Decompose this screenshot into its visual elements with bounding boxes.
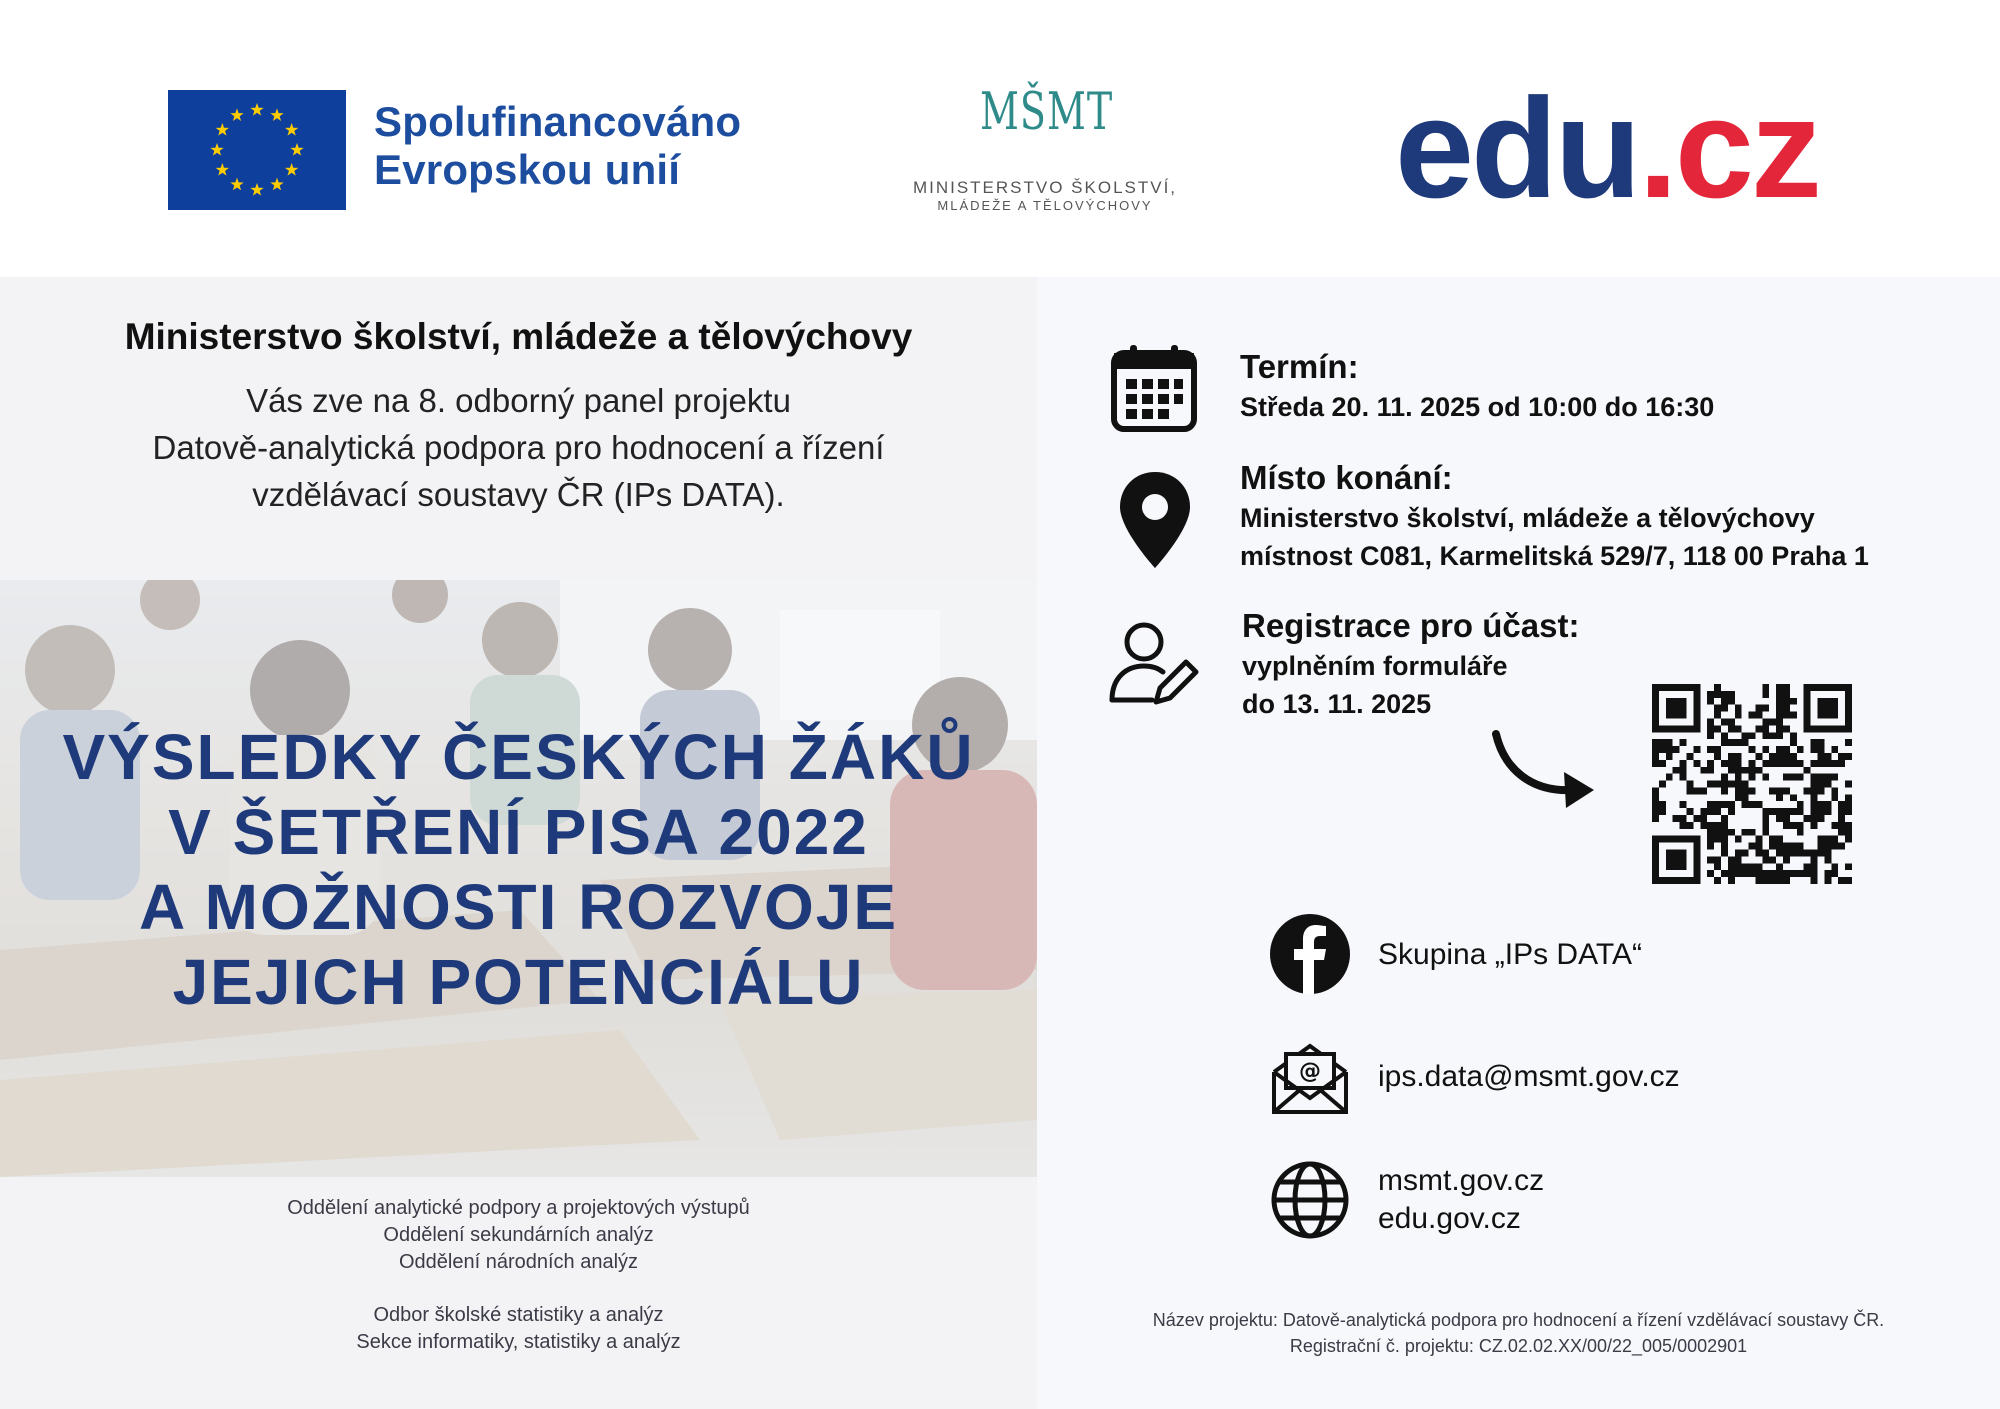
msmt-logo-line2: MLÁDEŽE A TĚLOVÝCHOVY <box>937 198 1153 213</box>
place-line2: místnost C081, Karmelitská 529/7, 118 00 Praha 1 <box>1240 541 1869 571</box>
location-pin-icon <box>1118 470 1192 570</box>
date-value: Středa 20. 11. 2025 od 10:00 do 16:30 <box>1240 392 1715 422</box>
project-registration-note: Registrační č. projektu: CZ.02.02.XX/00/22_005/0002901 <box>1289 1336 1748 1356</box>
curved-arrow-icon <box>1490 728 1600 814</box>
msmt-logo-mark: MŠMT <box>980 81 1114 142</box>
edu-cz-logo <box>1395 69 1819 228</box>
place-line1: Ministerstvo školství, mládeže a tělovýchovy <box>1240 503 1815 533</box>
website-link-edu[interactable]: edu.gov.cz <box>1378 1202 1521 1235</box>
facebook-icon <box>1270 914 1350 994</box>
edu-logo-tld: .cz <box>1638 69 1819 228</box>
headline-line4: JEJICH POTENCIÁLU <box>172 946 865 1018</box>
invitation-line1: Vás zve na 8. odborný panel projektu <box>246 382 791 419</box>
facebook-group-link[interactable]: Skupina „IPs DATA“ <box>1378 938 1642 971</box>
eu-flag-logo <box>168 90 346 210</box>
headline-line1: VÝSLEDKY ČESKÝCH ŽÁKŮ <box>62 721 975 793</box>
eu-cofinanced-line1: Spolufinancováno <box>374 98 742 145</box>
calendar-icon <box>1110 343 1198 433</box>
email-link[interactable]: ips.data@msmt.gov.cz <box>1378 1060 1680 1093</box>
invitation-line2: Datově-analytická podpora pro hodnocení a řízení <box>152 429 885 466</box>
registration-line1: vyplněním formuláře <box>1242 651 1508 681</box>
registration-qr-code[interactable] <box>1652 684 1852 884</box>
msmt-logo <box>900 81 1190 216</box>
email-envelope-icon <box>1270 1040 1350 1116</box>
svg-text:@: @ <box>1299 1059 1321 1084</box>
footer-dept1: Oddělení analytické podpory a projektových výstupů <box>287 1197 750 1219</box>
invitation-line3: vzdělávací soustavy ČR (IPs DATA). <box>252 476 785 513</box>
headline-line2: V ŠETŘENÍ PISA 2022 <box>168 796 869 868</box>
eu-cofinanced-line2: Evropskou unií <box>374 146 681 193</box>
registration-label: Registrace pro účast: <box>1242 607 1580 644</box>
footer-dept2: Oddělení sekundárních analýz <box>383 1224 654 1246</box>
project-name-note: Název projektu: Datově-analytická podpora pro hodnocení a řízení vzdělávací soustavy ČR. <box>1152 1310 1885 1330</box>
footer-dept3: Oddělení národních analýz <box>398 1251 639 1273</box>
globe-icon <box>1270 1160 1350 1240</box>
website-link-msmt[interactable]: msmt.gov.cz <box>1378 1164 1545 1197</box>
msmt-logo-line1: MINISTERSTVO ŠKOLSTVÍ, <box>912 178 1178 197</box>
right-panel <box>1037 277 2000 1409</box>
organization-title: Ministerstvo školství, mládeže a tělovýchovy <box>124 316 913 357</box>
registration-line2: do 13. 11. 2025 <box>1242 689 1432 719</box>
date-label: Termín: <box>1240 348 1359 385</box>
headline-line3: A MOŽNOSTI ROZVOJE <box>139 871 898 943</box>
footer-dept5: Sekce informatiky, statistiky a analýz <box>356 1331 681 1353</box>
edu-logo-main: edu <box>1395 69 1639 228</box>
place-label: Místo konání: <box>1240 459 1453 496</box>
footer-dept4: Odbor školské statistiky a analýz <box>373 1304 664 1326</box>
user-edit-icon <box>1108 618 1200 710</box>
